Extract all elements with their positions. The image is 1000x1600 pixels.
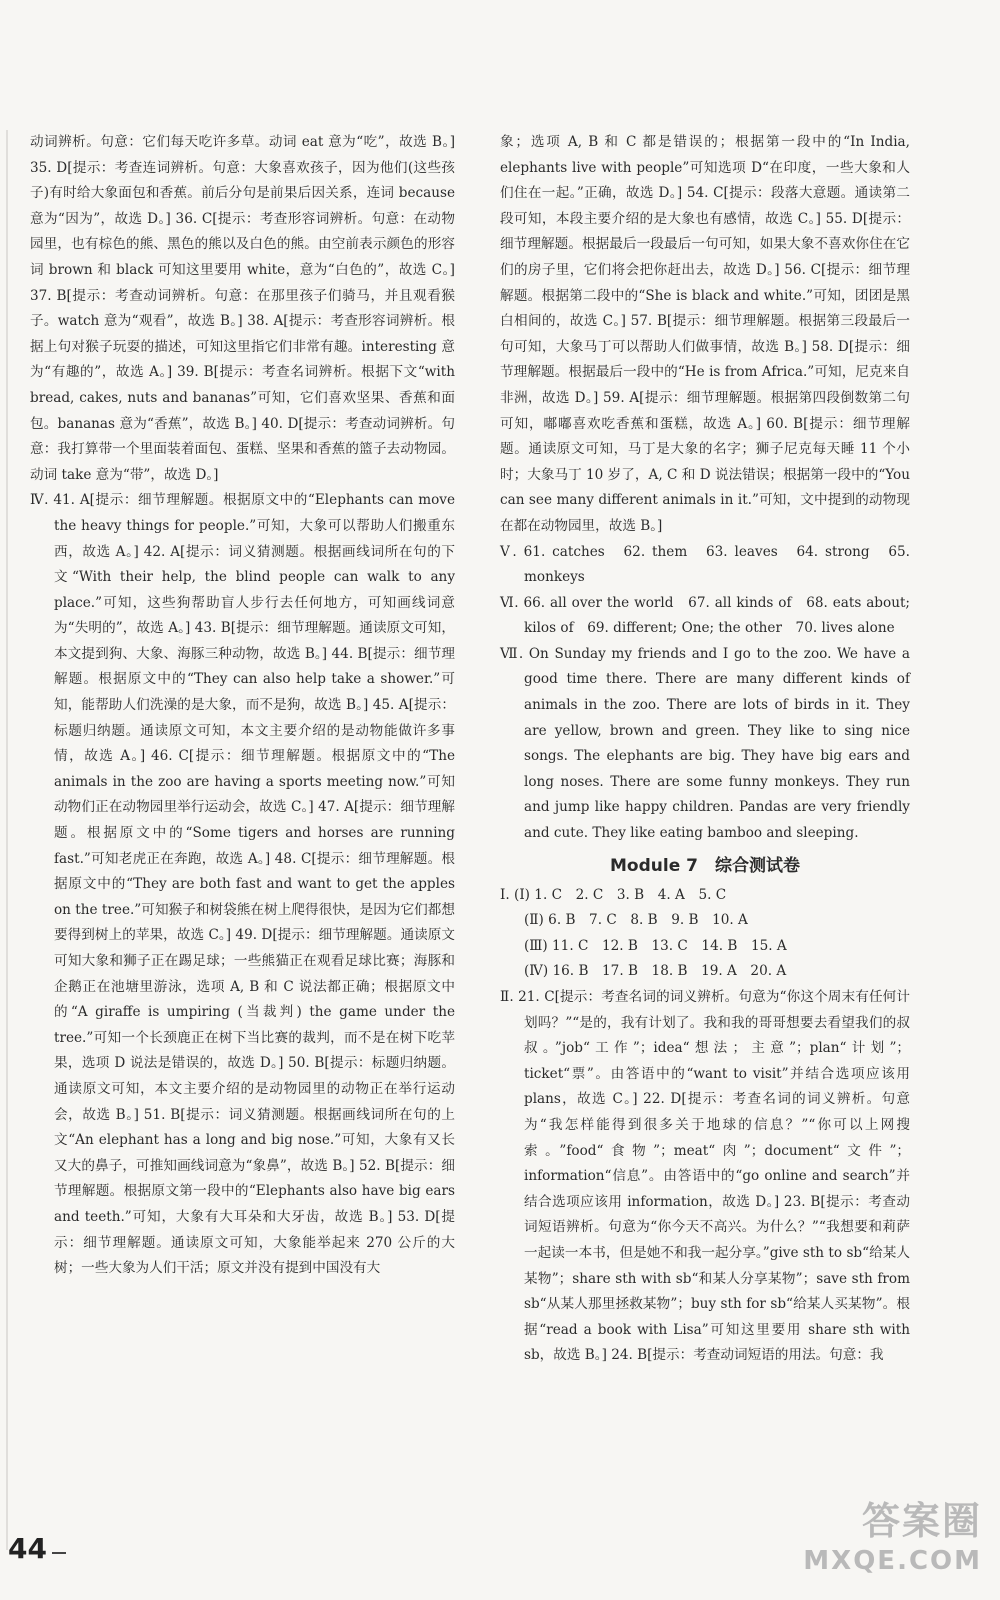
answer-paragraph-iii-continued: 动词辨析。句意：它们每天吃许多草。动词 eat 意为“吃”，故选 B。] 35. D[提示：考查连词辨析。句意：大象喜欢孩子，因为他们(这些孩子)有时给大象面包和香蕉。前后分句是前果后因关系，连词 because 意为“因为”，故选 D。] 36. C[提示：考查形容词辨析。句意：在动物园里，也有棕色的熊、黑色的熊以及白色的熊。由空前表示颜色的形容词 brown 和 black 可知这里要用 white，意为“白色的”，故选 C。] 37. B[提示：考查动词辨析。句意：在那里孩子们骑马，并且观看猴子。watch 意为“观看”，故选 B。] 38. A[提示：考查形容词辨析。根据上句对猴子玩耍的描述，可知这里指它们非常有趣。interesting 意为“有趣的”，故选 A。] 39. B[提示：考查名词辨析。根据下文“with bread, cakes, nuts and bananas”可知，它们喜欢坚果、香蕉和面包。bananas 意为“香蕉”，故选 B。] 40. D[提示：考查动词辨析。句意：我打算带一个里面装着面包、蛋糕、坚果和香蕉的篮子去动物园。动词 take 意为“带”，故选 D。]	[30, 134, 455, 483]
answer-section-vi: Ⅵ. 66. all over the world 67. all kinds of 68. eats about; kilos of 69. different; One; the other 70. lives alone	[500, 594, 910, 637]
watermark-url: MXQE.COM	[803, 1546, 982, 1576]
answer-section-iv: Ⅳ. 41. A[提示：细节理解题。根据原文中的“Elephants can move the heavy things for people.”可知，大象可以帮助人们搬重东西，故选 A。] 42. A[提示：词义猜测题。根据画线词所在句的下文“With their help, the blind people can walk to any place.”可知，这些狗帮助盲人步行去任何地方，可知画线词意为“失明的”，故选 A。] 43. B[提示：细节理解题。通读原文可知，本文提到狗、大象、海豚三种动物，故选 B。] 44. B[提示：细节理解题。根据原文中的“They can also help take a shower.”可知，能帮助人们洗澡的是大象，而不是狗，故选 B。] 45. A[提示：标题归纳题。通读原文可知，本文主要介绍的是动物能做许多事情，故选 A。] 46. C[提示：细节理解题。根据原文中的“The animals in the zoo are having a sports meeting now.”可知动物们正在动物园里举行运动会，故选 C。] 47. A[提示：细节理解题。根据原文中的“Some tigers and horses are running fast.”可知老虎正在奔跑，故选 A。] 48. C[提示：细节理解题。根据原文中的“They are both fast and want to get the apples on the tree.”可知猴子和树袋熊在树上爬得很快，是因为它们都想要得到树上的苹果，故选 C。] 49. D[提示：细节理解题。通读原文可知大象和狮子正在踢足球；一些熊猫正在观看足球比赛；海豚和企鹅正在池塘里游泳，选项 A, B 和 C 说法都正确；根据原文中的“A giraffe is umpiring (当裁判) the game under the tree.”可知一个长颈鹿正在树下当比赛的裁判，而不是在树下吃苹果，选项 D 说法是错误的，故选 D。] 50. B[提示：标题归纳题。通读原文可知，本文主要介绍的是动物园里的动物正在举行运动会，故选 B。] 51. B[提示：词义猜测题。根据画线词所在句的上文“An elephant has a long and big nose.”可知，大象有又长又大的鼻子，可推知画线词意为“象鼻”，故选 B。] 52. B[提示：细节理解题。根据原文第一段中的“Elephants also have big ears and teeth.”可知，大象有大耳朵和大牙齿，故选 B。] 53. D[提示：细节理解题。通读原文可知，大象能举起来 270 公斤的大树；一些大象为人们干活；原文并没有提到中国没有大	[30, 492, 455, 1277]
answer-section-v: Ⅴ. 61. catches 62. them 63. leaves 64. strong 65. monkeys	[500, 543, 910, 586]
answer-section-i-part-4: (Ⅳ) 16. B 17. B 18. B 19. A 20. A	[524, 963, 787, 980]
page-number-dash	[52, 1552, 66, 1554]
answer-section-i-part-1: Ⅰ. (Ⅰ) 1. C 2. C 3. B 4. A 5. C	[500, 886, 727, 903]
answer-section-iv-continued: 象；选项 A, B 和 C 都是错误的；根据第一段中的“In India, elephants live with people”可知选项 D“在印度，一些大象和人们住在一起。”正确，故选 D。] 54. C[提示：段落大意题。通读第二段可知，本段主要介绍的是大象也有感情，故选 C。] 55. D[提示：细节理解题。根据最后一段最后一句可知，如果大象不喜欢你住在它们的房子里，它们将会把你赶出去，故选 D。] 56. C[提示：细节理解题。根据第二段中的“She is black and white.”可知，团团是黑白相间的，故选 C。] 57. B[提示：细节理解题。根据第三段最后一句可知，大象马丁可以帮助人们做事情，故选 B。] 58. D[提示：细节理解题。根据最后一段中的“He is from Africa.”可知，尼克来自非洲，故选 D。] 59. A[提示：细节理解题。根据第四段倒数第二句可知，嘟嘟喜欢吃香蕉和蛋糕，故选 A。] 60. B[提示：细节理解题。通读原文可知，马丁是大象的名字；狮子尼克每天睡 11 个小时；大象马丁 10 岁了，A, C 和 D 说法错误；根据第一段中的“You can see many different animals in it.”可知，文中提到的动物现在都在动物园里，故选 B。]	[500, 134, 910, 534]
answer-section-i-part-3: (Ⅲ) 11. C 12. B 13. C 14. B 15. A	[524, 937, 787, 954]
page-number: 44	[8, 1532, 47, 1565]
answer-section-i-part-2: (Ⅱ) 6. B 7. C 8. B 9. B 10. A	[524, 912, 748, 929]
answer-section-ii: Ⅱ. 21. C[提示：考查名词的词义辨析。句意为“你这个周末有任何计划吗？”“是的，我有计划了。我和我的哥哥想要去看望我们的叔叔。”job“工作”；idea“想法；主意”；plan“计划”；ticket“票”。由答语中的“want to visit”并结合选项应该用 plans，故选 C。] 22. D[提示：考查名词的词义辨析。句意为“我怎样能得到很多关于地球的信息？”“你可以上网搜索。”food“食物”；meat“肉”；document“文件”；information“信息”。由答语中的“go online and search”并结合选项应该用 information，故选 D。] 23. B[提示：考查动词短语辨析。句意为“你今天不高兴。为什么？”“我想要和莉萨一起读一本书，但是她不和我一起分享。”give sth to sb“给某人某物”；share sth with sb“和某人分享某物”；save sth from sb“从某人那里拯救某物”；buy sth for sb“给某人买某物”。根据“read a book with Lisa”可知这里要用 share sth with sb，故选 B。] 24. B[提示：考查动词短语的用法。句意：我	[500, 989, 910, 1364]
right-column	[500, 130, 910, 1369]
watermark-logo: 答案圈	[861, 1499, 982, 1543]
left-column	[30, 130, 455, 1282]
margin-rule	[6, 130, 8, 1550]
watermark	[782, 1498, 982, 1586]
answer-section-vii: Ⅶ. On Sunday my friends and I go to the zoo. We have a good time there. There are many different kinds of animals in the zoo. There are lots of birds in it. They are yellow, brown and green. They like to sing nice songs. The elephants are big. They have big ears and long noses. There are some funny monkeys. They run and jump like happy children. Pandas are very friendly and cute. They like eating bamboo and sleeping.	[500, 645, 910, 842]
module-title: Module 7 综合测试卷	[610, 855, 800, 876]
